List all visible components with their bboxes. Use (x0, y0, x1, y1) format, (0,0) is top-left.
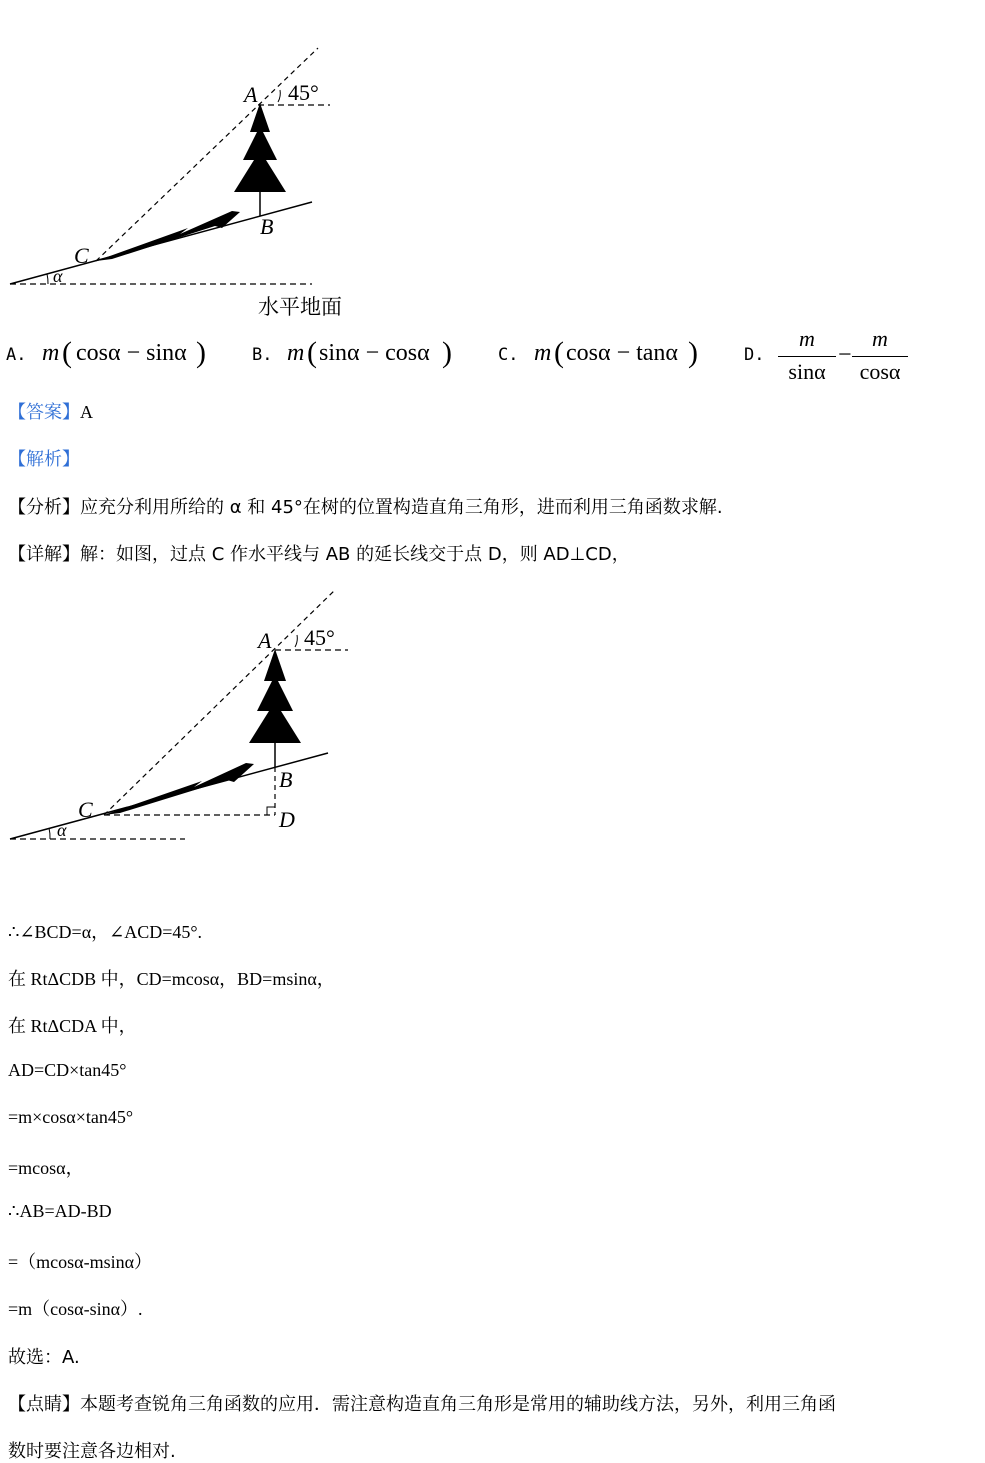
option-b-rparen: ) (442, 336, 452, 369)
option-b-letter: B. (252, 345, 273, 365)
angle-45-arc (295, 635, 297, 647)
step-9: =m（cosα-sinα）. (8, 1299, 143, 1319)
option-d-den2: cosα (859, 359, 901, 384)
option-c-expr: cosα − tanα (566, 340, 678, 366)
step-6: =mcosα， (8, 1158, 84, 1178)
option-d-fraction-2 (852, 326, 908, 385)
dianjing-line-1 (8, 1390, 836, 1416)
figure-2 (0, 585, 400, 855)
point-c-label: C (74, 243, 89, 268)
xiangjie-tag: 【详解】 (8, 544, 80, 565)
step-8: =（mcosα-msinα） (8, 1252, 153, 1272)
step-1: ∴∠BCD=α，∠ACD=45°. (8, 922, 203, 942)
option-d-num1: m (799, 326, 815, 351)
point-b-label: B (279, 767, 293, 792)
step-5: =m×cosα×tan45° (8, 1107, 134, 1127)
option-c (498, 336, 738, 372)
point-a-label: A (244, 82, 258, 107)
option-a-m: m (42, 340, 60, 366)
answer-value: A (80, 402, 93, 422)
point-d-label: D (279, 807, 295, 832)
xiangjie-line (8, 540, 630, 566)
fenxi-tag: 【分析】 (8, 497, 80, 518)
answer-tag: 【答案】 (8, 402, 80, 423)
angle-45-arc (278, 90, 280, 102)
dianjing-line-2: 数时要注意各边相对. (8, 1441, 176, 1462)
option-d-fraction-1 (778, 326, 836, 385)
option-a-expr: cosα − sinα (76, 340, 187, 366)
figure-2-drawing (0, 585, 400, 855)
option-c-lparen: ( (554, 336, 564, 369)
shadow-shape (104, 763, 254, 815)
option-d (744, 326, 944, 392)
analysis-tag: 【解析】 (8, 449, 80, 470)
step-3: 在 RtΔCDA 中， (8, 1016, 137, 1036)
analysis-line (8, 445, 80, 471)
right-angle-mark (267, 807, 275, 815)
point-c-label: C (78, 797, 93, 822)
alpha-arc (49, 828, 50, 839)
shadow-shape (96, 211, 240, 261)
option-a-letter: A. (6, 345, 27, 365)
option-b-expr: sinα − cosα (319, 340, 430, 366)
option-d-minus: − (838, 342, 852, 368)
alpha-label: α (53, 266, 63, 286)
xiangjie-text: 解：如图，过点 C 作水平线与 AB 的延长线交于点 D，则 AD⊥CD， (80, 544, 630, 565)
tree-icon (234, 103, 286, 192)
tree-icon (249, 649, 301, 743)
option-a (6, 336, 246, 372)
figure-1 (0, 40, 400, 330)
dianjing-tag: 【点睛】 (8, 1394, 80, 1415)
option-b-lparen: ( (307, 336, 317, 369)
point-a-label: A (258, 628, 272, 653)
option-a-rparen: ) (196, 336, 206, 369)
alpha-label: α (57, 820, 67, 840)
ground-caption: 水平地面 (258, 295, 342, 319)
option-d-den1: sinα (788, 359, 826, 384)
step-2: 在 RtΔCDB 中，CD=mcosα，BD=msinα， (8, 969, 335, 989)
step-7: ∴AB=AD-BD (8, 1201, 112, 1221)
point-b-label: B (260, 214, 274, 239)
fenxi-text: 应充分利用所给的 α 和 45°在树的位置构造直角三角形，进而利用三角函数求解. (80, 497, 723, 518)
alpha-arc (47, 274, 48, 284)
option-b-m: m (287, 340, 305, 366)
step-10: 故选：A. (8, 1347, 80, 1368)
dianjing-text-1: 本题考查锐角三角函数的应用．需注意构造直角三角形是常用的辅助线方法，另外，利用三角函 (80, 1394, 836, 1415)
step-4: AD=CD×tan45° (8, 1060, 127, 1080)
angle-45-label: 45° (304, 625, 335, 650)
angle-45-label: 45° (288, 80, 319, 105)
fenxi-line (8, 493, 723, 519)
option-c-letter: C. (498, 345, 519, 365)
option-d-num2: m (872, 326, 888, 351)
option-c-m: m (534, 340, 552, 366)
sight-line (96, 48, 318, 261)
option-a-lparen: ( (62, 336, 72, 369)
option-b (252, 336, 492, 372)
option-c-rparen: ) (688, 336, 698, 369)
answer-line (8, 398, 93, 424)
option-d-letter: D. (744, 345, 765, 365)
